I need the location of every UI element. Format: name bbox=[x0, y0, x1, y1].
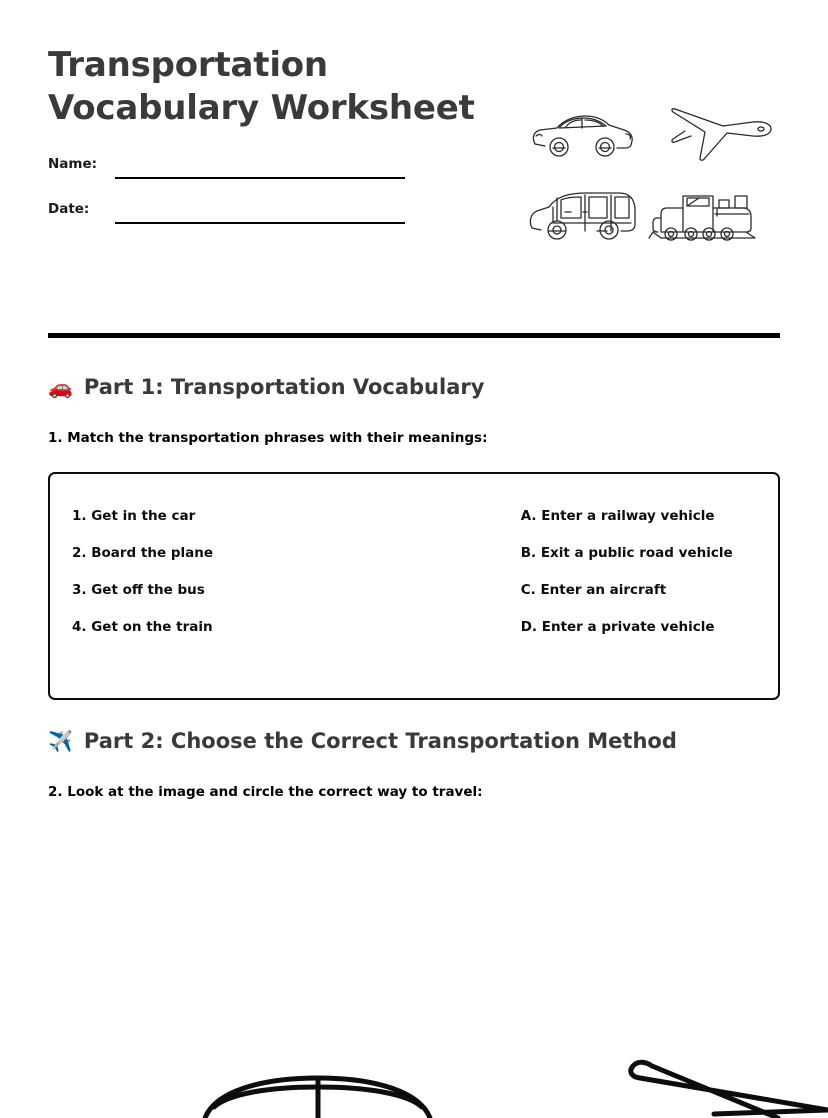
part2-heading-text: Part 2: Choose the Correct Transportation Method bbox=[83, 729, 677, 753]
list-item[interactable]: B. Exit a public road vehicle bbox=[520, 544, 733, 561]
list-item[interactable]: A. Enter a railway vehicle bbox=[520, 508, 715, 524]
list-item[interactable]: 1. Get in the car bbox=[72, 508, 196, 524]
airplane-illustration bbox=[665, 100, 775, 168]
part2-instruction: 2. Look at the image and circle the correct way to travel: bbox=[48, 784, 483, 800]
date-field-row bbox=[48, 201, 468, 246]
van-illustration bbox=[527, 188, 639, 246]
list-item[interactable]: 2. Board the plane bbox=[72, 544, 214, 561]
page-title bbox=[48, 44, 508, 130]
part1-heading-text: Part 1: Transportation Vocabulary bbox=[83, 375, 485, 399]
train-illustration bbox=[647, 188, 759, 246]
list-item[interactable]: D. Enter a private vehicle bbox=[520, 618, 715, 635]
car-icon: 🚗 bbox=[48, 375, 73, 399]
page-title-line-2: Vocabulary Worksheet bbox=[48, 87, 475, 128]
matching-exercise-box bbox=[48, 472, 780, 700]
name-input-line[interactable] bbox=[115, 177, 405, 179]
header-divider bbox=[48, 333, 780, 338]
car-illustration bbox=[529, 108, 637, 160]
header-illustrations bbox=[525, 100, 785, 260]
part1-instruction: 1. Match the transportation phrases with their meanings: bbox=[48, 430, 488, 446]
student-info-fields bbox=[48, 156, 468, 246]
name-label: Name: bbox=[48, 156, 98, 172]
page-title-line-1: Transportation bbox=[48, 45, 328, 85]
list-item[interactable]: C. Enter an aircraft bbox=[520, 581, 667, 598]
airplane-icon: ✈️ bbox=[48, 729, 73, 753]
name-field-row bbox=[48, 156, 468, 201]
matching-meanings-column bbox=[521, 509, 760, 634]
list-item[interactable]: 3. Get off the bus bbox=[72, 581, 205, 598]
part1-heading bbox=[48, 375, 484, 399]
airplane-wing-illustration bbox=[631, 1062, 828, 1118]
matching-phrases-column bbox=[72, 509, 521, 634]
date-label: Date: bbox=[48, 201, 90, 217]
bus-roof-illustration bbox=[205, 1078, 430, 1118]
bottom-illustrations bbox=[0, 1010, 828, 1118]
date-input-line[interactable] bbox=[115, 222, 405, 224]
list-item[interactable]: 4. Get on the train bbox=[72, 618, 213, 635]
matching-columns bbox=[72, 509, 760, 634]
part2-heading bbox=[48, 729, 677, 753]
